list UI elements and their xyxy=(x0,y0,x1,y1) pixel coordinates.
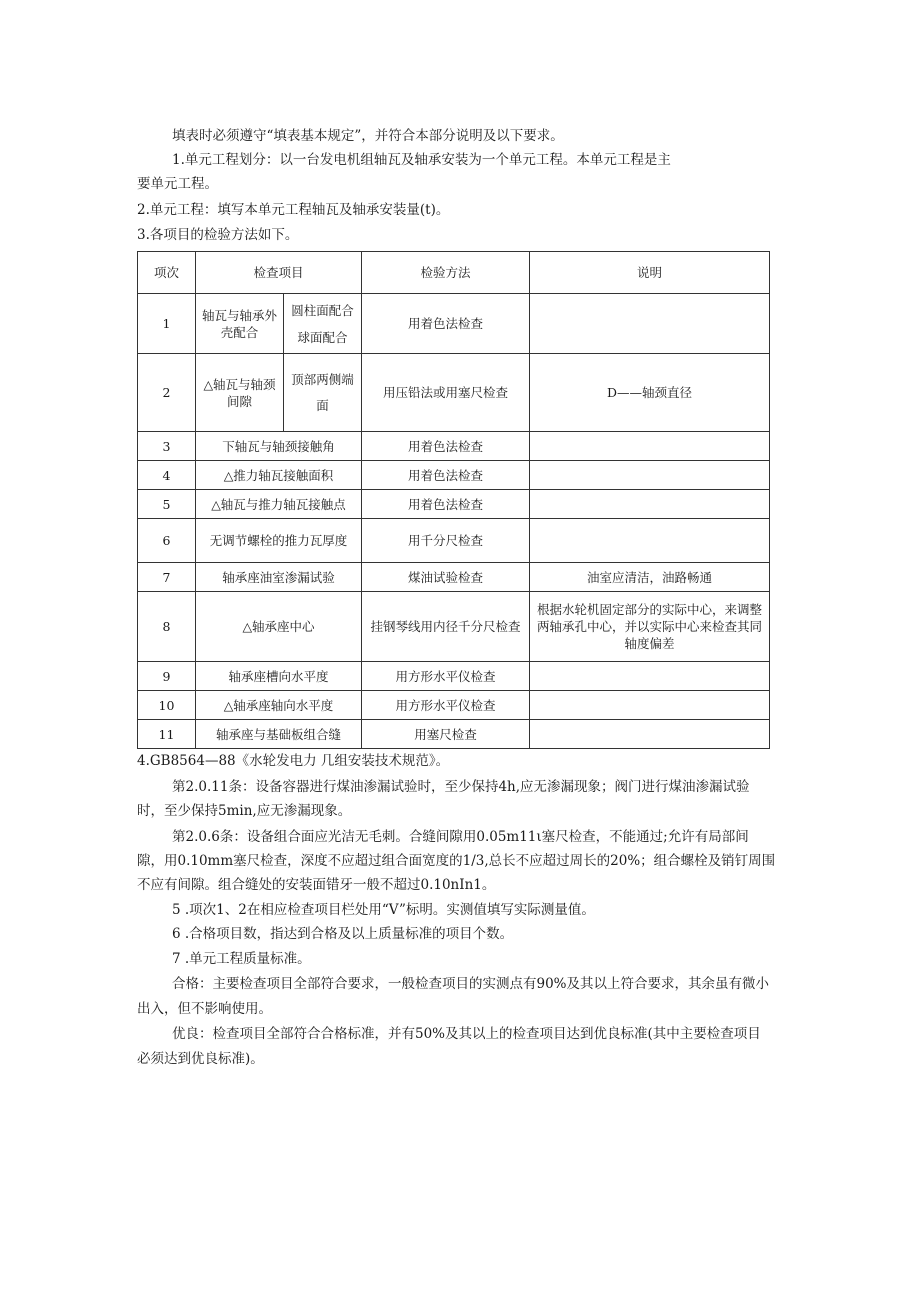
row-note xyxy=(530,519,770,563)
row-no: 2 xyxy=(138,354,196,432)
row-no: 1 xyxy=(138,294,196,354)
row-item: △轴承座轴向水平度 xyxy=(196,691,362,720)
row-method: 挂钢琴线用内径千分尺检查 xyxy=(362,592,530,662)
table-row xyxy=(138,519,770,563)
note-6: 6 .合格项目数，指达到合格及以上质量标准的项目个数。 xyxy=(172,926,514,942)
row-method: 用着色法检查 xyxy=(362,294,530,354)
row-note: 根据水轮机固定部分的实际中心，来调整两轴承孔中心，并以实际中心来检查其同轴度偏差 xyxy=(530,592,770,662)
row-item: 轴承座与基础板组合缝 xyxy=(196,720,362,749)
row-no: 6 xyxy=(138,519,196,563)
inspection-table xyxy=(137,251,770,749)
row-item: △轴瓦与轴颈间隙 xyxy=(196,354,284,432)
table-row xyxy=(138,354,770,432)
note-5: 5 .项次1、2在相应检查项目栏处用“V”标明。实测值填写实际测量值。 xyxy=(172,902,595,918)
table-row xyxy=(138,592,770,662)
row-note xyxy=(530,461,770,490)
table-row xyxy=(138,490,770,519)
intro-line-0: 填表时必须遵守“填表基本规定”，并符合本部分说明及以下要求。 xyxy=(172,128,564,144)
row-item: △轴承座中心 xyxy=(196,592,362,662)
row-subitem: 顶部两侧端面 xyxy=(284,354,362,432)
qualified-line2: 出入，但不影响使用。 xyxy=(137,1001,272,1017)
row-method: 煤油试验检查 xyxy=(362,563,530,592)
row-item: △轴瓦与推力轴瓦接触点 xyxy=(196,490,362,519)
row-note xyxy=(530,720,770,749)
header-no: 项次 xyxy=(138,252,196,294)
row-no: 10 xyxy=(138,691,196,720)
row-item: 轴承座油室渗漏试验 xyxy=(196,563,362,592)
table-header-row xyxy=(138,252,770,294)
note-4a-line2: 时，至少保持5min,应无渗漏现象。 xyxy=(137,803,352,819)
row-method: 用压铅法或用塞尺检查 xyxy=(362,354,530,432)
row-no: 8 xyxy=(138,592,196,662)
row-note xyxy=(530,432,770,461)
note-4b-line1: 第2.0.6条：设备组合面应光洁无毛刺。合缝间隙用0.05m11ι塞尺检查，不能通过;允许有局部间 xyxy=(172,829,749,845)
row-note: D——轴颈直径 xyxy=(530,354,770,432)
row-method: 用着色法检查 xyxy=(362,432,530,461)
qualified-line1: 合格：主要检查项目全部符合要求，一般检查项目的实测点有90%及其以上符合要求，其余虽有微小 xyxy=(172,976,770,992)
subitem-b: 球面配合 xyxy=(297,329,348,345)
row-no: 7 xyxy=(138,563,196,592)
table-row xyxy=(138,662,770,691)
row-method: 用着色法检查 xyxy=(362,461,530,490)
excellent-line1: 优良：检查项目全部符合合格标准，并有50%及其以上的检查项目达到优良标准(其中主要检查项目 xyxy=(172,1026,761,1042)
row-method: 用方形水平仪检查 xyxy=(362,662,530,691)
row-no: 4 xyxy=(138,461,196,490)
note-4b-line3: 不应有间隙。组合缝处的安装面错牙一般不超过0.10nIn1。 xyxy=(137,877,496,893)
table-row xyxy=(138,294,770,354)
table-row xyxy=(138,720,770,749)
table-row xyxy=(138,691,770,720)
row-method: 用千分尺检查 xyxy=(362,519,530,563)
row-item: △推力轴瓦接触面积 xyxy=(196,461,362,490)
header-method: 检验方法 xyxy=(362,252,530,294)
subitem-a: 圆柱面配合 xyxy=(291,302,354,318)
row-item: 下轴瓦与轴颈接触角 xyxy=(196,432,362,461)
row-no: 3 xyxy=(138,432,196,461)
row-item: 无调节螺栓的推力瓦厚度 xyxy=(196,519,362,563)
excellent-line2: 必须达到优良标准)。 xyxy=(137,1051,264,1067)
intro-line-1b: 要单元工程。 xyxy=(137,176,218,192)
table-row xyxy=(138,563,770,592)
row-no: 9 xyxy=(138,662,196,691)
row-note xyxy=(530,490,770,519)
table-row xyxy=(138,432,770,461)
row-method: 用方形水平仪检查 xyxy=(362,691,530,720)
row-item: 轴瓦与轴承外壳配合 xyxy=(196,294,284,354)
row-method: 用着色法检查 xyxy=(362,490,530,519)
note-4: 4.GB8564—88《水轮发电力 几组安装技术规范》。 xyxy=(137,753,450,769)
intro-line-1a: 1.单元工程划分：以一台发电机组轴瓦及轴承安装为一个单元工程。本单元工程是主 xyxy=(172,152,671,168)
intro-line-2: 2.单元工程：填写本单元工程轴瓦及轴承安装量(t)。 xyxy=(137,202,450,218)
table-row xyxy=(138,461,770,490)
row-note xyxy=(530,691,770,720)
row-no: 11 xyxy=(138,720,196,749)
header-note: 说明 xyxy=(530,252,770,294)
row-method: 用塞尺检查 xyxy=(362,720,530,749)
header-item: 检查项目 xyxy=(196,252,362,294)
row-note: 油室应清洁，油路畅通 xyxy=(530,563,770,592)
row-no: 5 xyxy=(138,490,196,519)
note-7: 7 .单元工程质量标准。 xyxy=(172,951,311,967)
row-note xyxy=(530,662,770,691)
intro-line-3: 3.各项目的检验方法如下。 xyxy=(137,227,299,243)
note-4b-line2: 隙，用0.10mm塞尺检查，深度不应超过组合面宽度的1/3,总长不应超过周长的20%；组合螺栓及销钉周围 xyxy=(137,853,776,869)
row-subitem xyxy=(284,294,362,354)
row-item: 轴承座槽向水平度 xyxy=(196,662,362,691)
row-note xyxy=(530,294,770,354)
note-4a-line1: 第2.0.11条：设备容器进行煤油渗漏试验时，至少保持4h,应无渗漏现象；阀门进行煤油渗漏试验 xyxy=(172,779,750,795)
